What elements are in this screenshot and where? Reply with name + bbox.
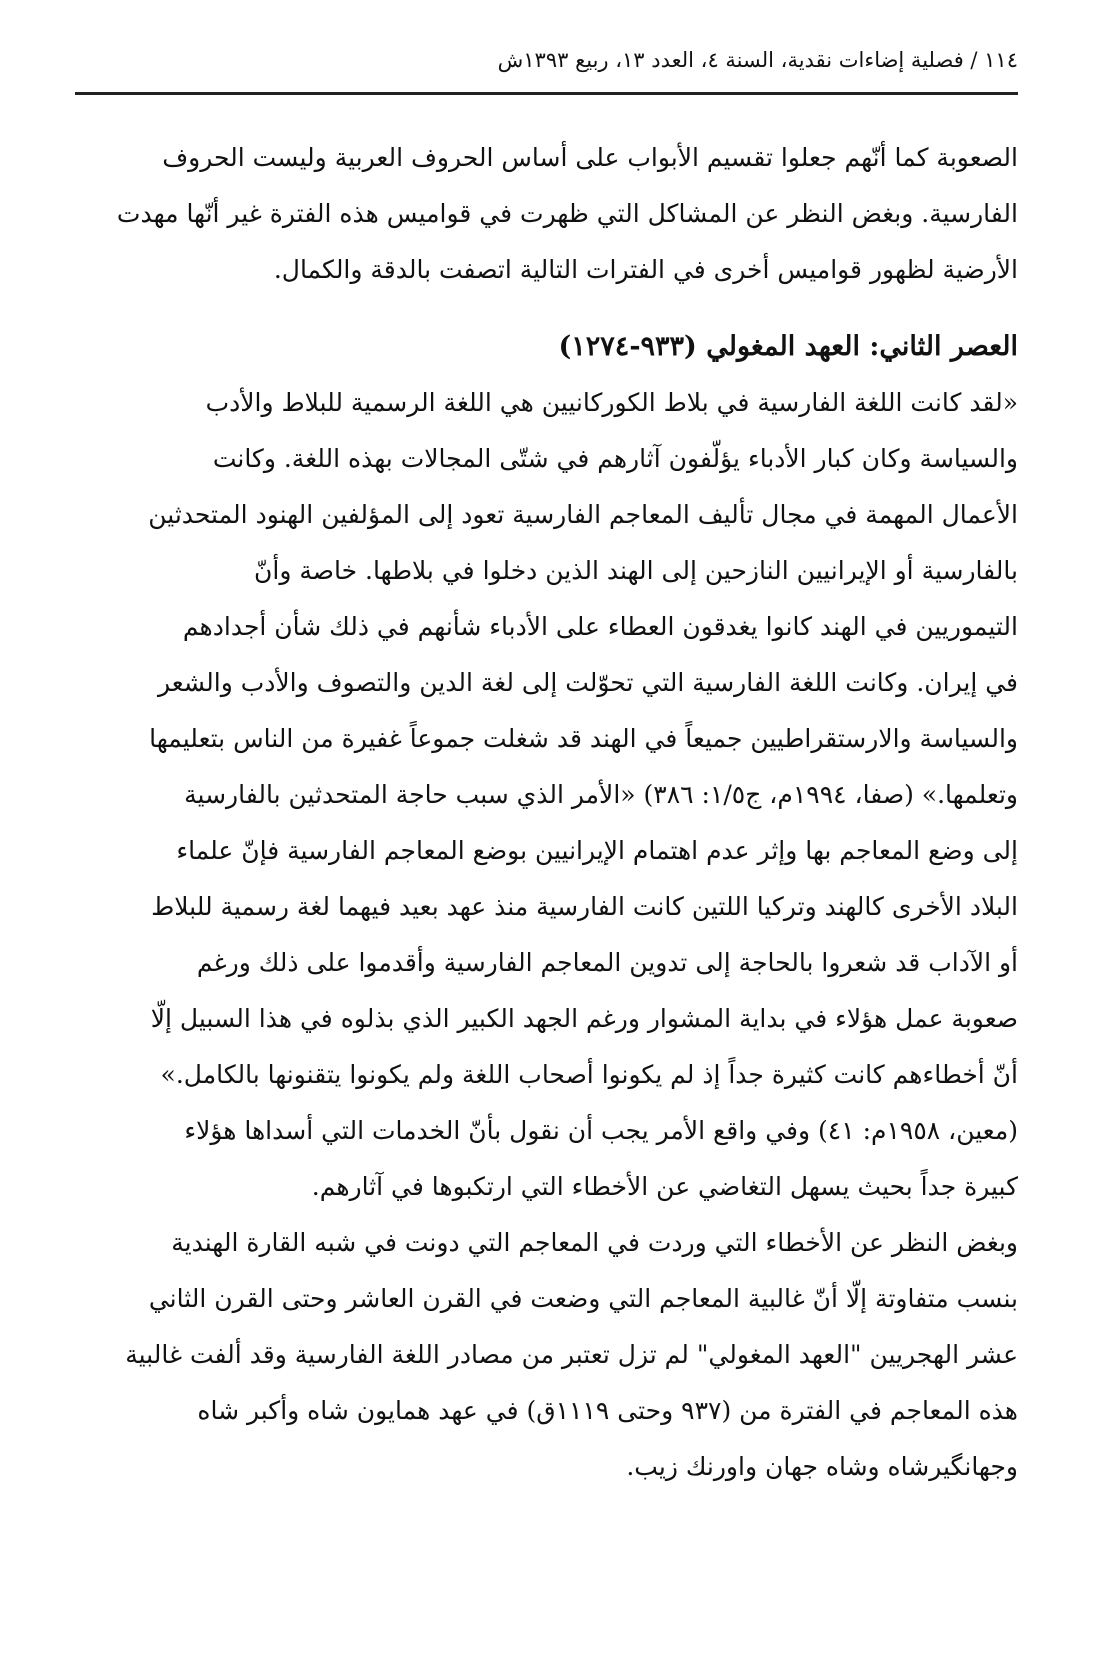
text-line: (معين، ١٩٥٨م: ٤١) وفي واقع الأمر يجب أن نقول بأنّ الخدمات التي أسداها هؤلاء [184, 1116, 1018, 1145]
header-rule [75, 92, 1018, 95]
section-heading: العصر الثاني: العهد المغولي (٩٣٣-١٢٧٤) [558, 331, 1018, 362]
text-line: وتعلمها.» (صفا، ١٩٩٤م، ج١/٥: ٣٨٦) «الأمر الذي سبب حاجة المتحدثين بالفارسية [184, 780, 1018, 809]
text-line: أنّ أخطاءهم كانت كثيرة جداً إذ لم يكونوا أصحاب اللغة ولم يكونوا يتقنونها بالكامل.» [160, 1060, 1018, 1089]
text-line: التيموريين في الهند كانوا يغدقون العطاء على الأدباء شأنهم في ذلك شأن أجدادهم [182, 612, 1018, 641]
text-line: إلى وضع المعاجم بها وإثر عدم اهتمام الإيرانيين بوضع المعاجم الفارسية فإنّ علماء [176, 836, 1018, 865]
text-line: والسياسة وكان كبار الأدباء يؤلّفون آثارهم في شتّى المجالات بهذه اللغة. وكانت [212, 444, 1018, 473]
text-line: هذه المعاجم في الفترة من (٩٣٧ وحتى ١١١٩ق) في عهد همايون شاه وأكبر شاه [197, 1396, 1018, 1425]
text-line: الأرضية لظهور قواميس أخرى في الفترات التالية اتصفت بالدقة والكمال. [273, 255, 1018, 284]
text-line: في إيران. وكانت اللغة الفارسية التي تحوّلت إلى لغة الدين والتصوف والأدب والشعر [158, 668, 1018, 697]
text-line: كبيرة جداً بحيث يسهل التغاضي عن الأخطاء التي ارتكبوها في آثارهم. [311, 1172, 1018, 1201]
article-body [75, 130, 1018, 1495]
text-line: وبغض النظر عن الأخطاء التي وردت في المعاجم التي دونت في شبه القارة الهندية [171, 1228, 1018, 1257]
text-line: وجهانگيرشاه وشاه جهان واورنك زيب. [626, 1452, 1018, 1481]
text-line: أو الآداب قد شعروا بالحاجة إلى تدوين المعاجم الفارسية وأقدموا على ذلك ورغم [196, 948, 1018, 977]
text-line: الأعمال المهمة في مجال تأليف المعاجم الفارسية تعود إلى المؤلفين الهنود المتحدثين [148, 500, 1018, 529]
text-line: والسياسة والارستقراطيين جميعاً في الهند قد شغلت جموعاً غفيرة من الناس بتعليمها [149, 724, 1018, 753]
text-line: عشر الهجريين "العهد المغولي" لم تزل تعتبر من مصادر اللغة الفارسية وقد ألفت غالبية [125, 1340, 1018, 1369]
text-line: الصعوبة كما أنّهم جعلوا تقسيم الأبواب على أساس الحروف العربية وليست الحروف [162, 143, 1018, 172]
closing-paragraph [75, 1215, 1018, 1495]
text-line: بنسب متفاوتة إلّا أنّ غالبية المعاجم التي وضعت في القرن العاشر وحتى القرن الثاني [148, 1284, 1018, 1313]
text-line: البلاد الأخرى كالهند وتركيا اللتين كانت الفارسية منذ عهد بعيد فيهما لغة رسمية للبلاط [151, 892, 1018, 921]
text-line: بالفارسية أو الإيرانيين النازحين إلى الهند الذين دخلوا في بلاطها. خاصة وأنّ [254, 556, 1018, 585]
section-paragraph [75, 375, 1018, 1215]
text-line: الفارسية. وبغض النظر عن المشاكل التي ظهرت في قواميس هذه الفترة غير أنّها مهدت [116, 199, 1018, 228]
running-head: ١١٤ / فصلية إضاءات نقدية، السنة ٤، العدد ١٣، ربيع ١٣٩٣ش [497, 48, 1018, 72]
text-line: «لقد كانت اللغة الفارسية في بلاط الكوركانيين هي اللغة الرسمية للبلاط والأدب [205, 388, 1018, 417]
intro-paragraph [75, 130, 1018, 298]
text-line: صعوبة عمل هؤلاء في بداية المشوار ورغم الجهد الكبير الذي بذلوه في هذا السبيل إلّا [150, 1004, 1018, 1033]
